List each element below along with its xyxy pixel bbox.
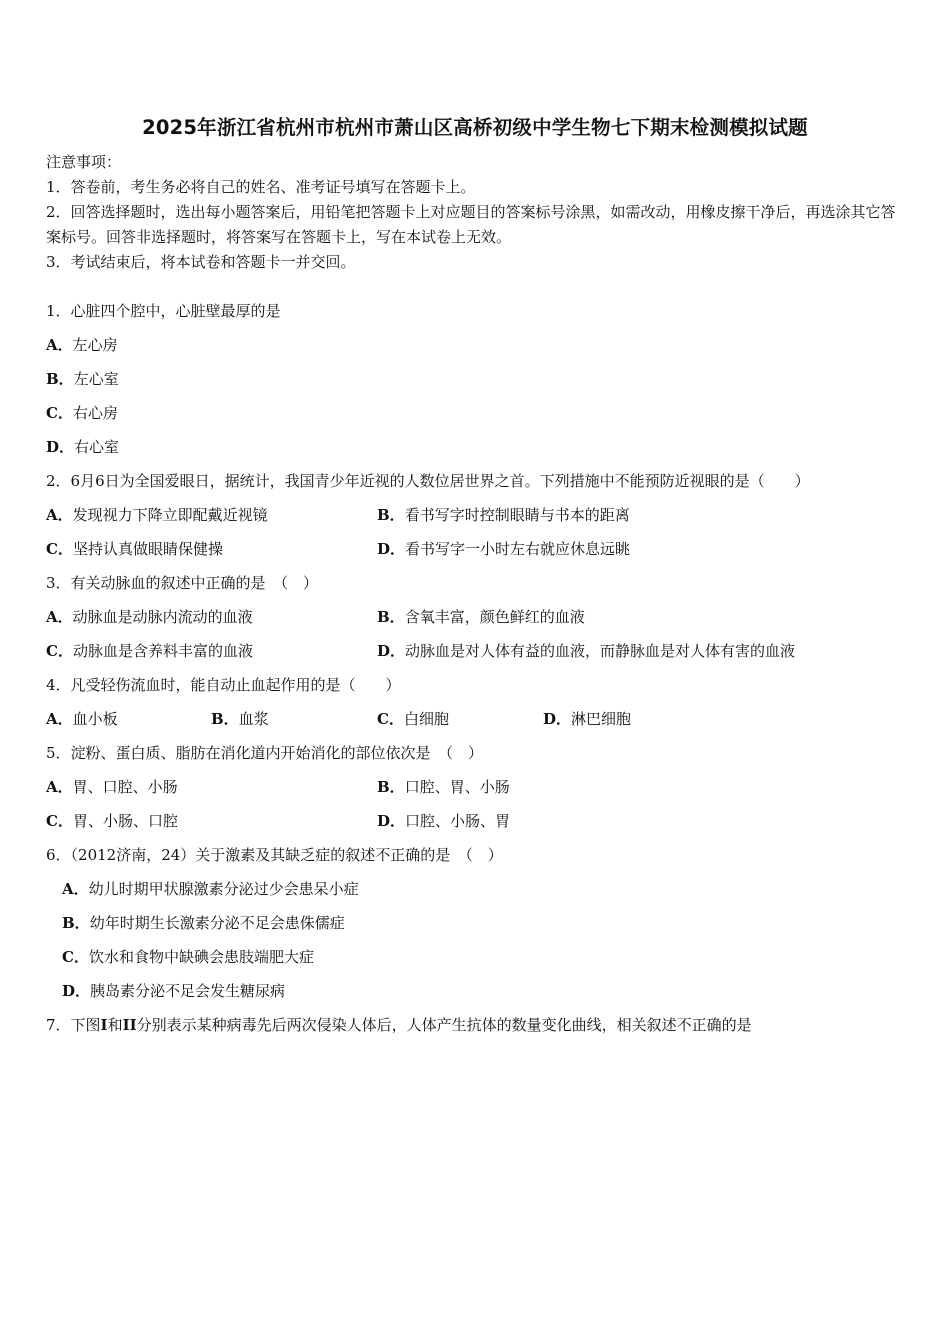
option-text: 左心室 — [73, 370, 119, 388]
q1-option-a[interactable] — [46, 335, 118, 355]
q5-option-c[interactable] — [46, 811, 178, 831]
option-text: 动脉血是对人体有益的血液，而静脉血是对人体有害的血液 — [405, 642, 796, 660]
option-text: 口腔、胃、小肠 — [404, 778, 510, 796]
notice-item: 3．考试结束后，将本试卷和答题卡一并交回。 — [46, 253, 356, 271]
option-letter: D． — [46, 438, 75, 456]
question-5-stem: 5．淀粉、蛋白质、脂肪在消化道内开始消化的部位依次是 （ ） — [46, 744, 484, 762]
option-letter: A． — [46, 608, 73, 626]
q1-option-c[interactable] — [46, 403, 118, 423]
stem-suffix: 分别表示某种病毒先后两次侵染人体后，人体产生抗体的数量变化曲线，相关叙述不正确的是 — [136, 1016, 752, 1034]
option-letter: A． — [46, 710, 73, 728]
option-text: 含氧丰富，颜色鲜红的血液 — [404, 608, 585, 626]
q3-option-a[interactable] — [46, 607, 253, 627]
option-letter: C． — [46, 812, 73, 830]
notice-section — [46, 150, 906, 275]
q2-option-c[interactable] — [46, 539, 223, 559]
option-letter: A． — [46, 778, 73, 796]
option-text: 饮水和食物中缺碘会患肢端肥大症 — [88, 948, 314, 966]
q1-option-b[interactable] — [46, 369, 119, 389]
option-text: 动脉血是含养料丰富的血液 — [72, 642, 253, 660]
stem-roman-ii: II — [122, 1016, 137, 1034]
option-letter: B． — [211, 710, 239, 728]
option-letter: D． — [377, 642, 406, 660]
option-letter: B． — [62, 914, 90, 932]
option-letter: D． — [62, 982, 91, 1000]
question-2-stem: 2．6月6日为全国爱眼日，据统计，我国青少年近视的人数位居世界之首。下列措施中不能预防近视眼的是（ ） — [46, 472, 810, 490]
option-text: 坚持认真做眼睛保健操 — [72, 540, 223, 558]
option-text: 右心房 — [72, 404, 118, 422]
option-text: 血小板 — [72, 710, 118, 728]
option-text: 发现视力下降立即配戴近视镜 — [72, 506, 268, 524]
option-letter: B． — [377, 778, 405, 796]
option-letter: B． — [377, 608, 405, 626]
q6-option-b[interactable] — [62, 913, 345, 933]
q3-option-b[interactable] — [377, 607, 585, 627]
option-letter: D． — [543, 710, 572, 728]
option-letter: A． — [46, 506, 73, 524]
q2-option-b[interactable] — [377, 505, 630, 525]
q3-option-d[interactable] — [377, 641, 795, 661]
stem-and: 和 — [107, 1016, 123, 1034]
q4-option-a[interactable] — [46, 709, 118, 729]
q6-option-c[interactable] — [62, 947, 314, 967]
q4-option-d[interactable] — [543, 709, 631, 729]
option-letter: D． — [377, 812, 406, 830]
question-7-stem — [46, 1015, 752, 1035]
option-letter: C． — [46, 540, 73, 558]
notice-heading: 注意事项： — [46, 153, 122, 171]
option-text: 口腔、小肠、胃 — [405, 812, 511, 830]
q6-option-d[interactable] — [62, 981, 285, 1001]
option-text: 右心室 — [74, 438, 120, 456]
option-text: 看书写字一小时左右就应休息远眺 — [405, 540, 631, 558]
question-6-stem: 6．（2012济南，24）关于激素及其缺乏症的叙述不正确的是 （ ） — [46, 846, 503, 864]
option-text: 淋巴细胞 — [571, 710, 632, 728]
notice-item: 2．回答选择题时，选出每小题答案后，用铅笔把答题卡上对应题目的答案标号涂黑，如需改动，用橡皮擦干净后，再选涂其它答案标号。回答非选择题时，将答案写在答题卡上，写在本试卷上无效。 — [46, 203, 896, 246]
q6-option-a[interactable] — [62, 879, 359, 899]
q1-option-d[interactable] — [46, 437, 119, 457]
notice-item: 1．答卷前，考生务必将自己的姓名、准考证号填写在答题卡上。 — [46, 178, 476, 196]
option-text: 左心房 — [72, 336, 118, 354]
q5-option-a[interactable] — [46, 777, 178, 797]
option-letter: A． — [62, 880, 89, 898]
stem-roman-i: I — [100, 1016, 108, 1034]
option-letter: B． — [377, 506, 405, 524]
q4-option-c[interactable] — [377, 709, 449, 729]
option-letter: C． — [62, 948, 89, 966]
option-letter: A． — [46, 336, 73, 354]
option-text: 幼年时期生长激素分泌不足会患侏儒症 — [89, 914, 345, 932]
q2-option-d[interactable] — [377, 539, 630, 559]
question-4-stem: 4．凡受轻伤流血时，能自动止血起作用的是（ ） — [46, 676, 401, 694]
option-text: 白细胞 — [403, 710, 449, 728]
option-letter: D． — [377, 540, 406, 558]
option-letter: C． — [46, 404, 73, 422]
option-text: 胰岛素分泌不足会发生糖尿病 — [90, 982, 286, 1000]
q5-option-b[interactable] — [377, 777, 510, 797]
option-text: 看书写字时控制眼睛与书本的距离 — [404, 506, 630, 524]
q4-option-b[interactable] — [211, 709, 269, 729]
option-text: 血浆 — [238, 710, 269, 728]
question-3-stem: 3．有关动脉血的叙述中正确的是 （ ） — [46, 574, 319, 592]
option-text: 胃、小肠、口腔 — [72, 812, 178, 830]
option-letter: C． — [46, 642, 73, 660]
option-letter: C． — [377, 710, 404, 728]
q5-option-d[interactable] — [377, 811, 510, 831]
q2-option-a[interactable] — [46, 505, 268, 525]
option-text: 胃、口腔、小肠 — [72, 778, 178, 796]
option-text: 动脉血是动脉内流动的血液 — [72, 608, 253, 626]
stem-prefix: 7．下图 — [46, 1016, 101, 1034]
question-1-stem: 1．心脏四个腔中，心脏壁最厚的是 — [46, 302, 281, 320]
option-letter: B． — [46, 370, 74, 388]
page-title: 2025年浙江省杭州市杭州市萧山区高桥初级中学生物七下期末检测模拟试题 — [142, 116, 808, 139]
option-text: 幼儿时期甲状腺激素分泌过少会患呆小症 — [88, 880, 359, 898]
q3-option-c[interactable] — [46, 641, 253, 661]
